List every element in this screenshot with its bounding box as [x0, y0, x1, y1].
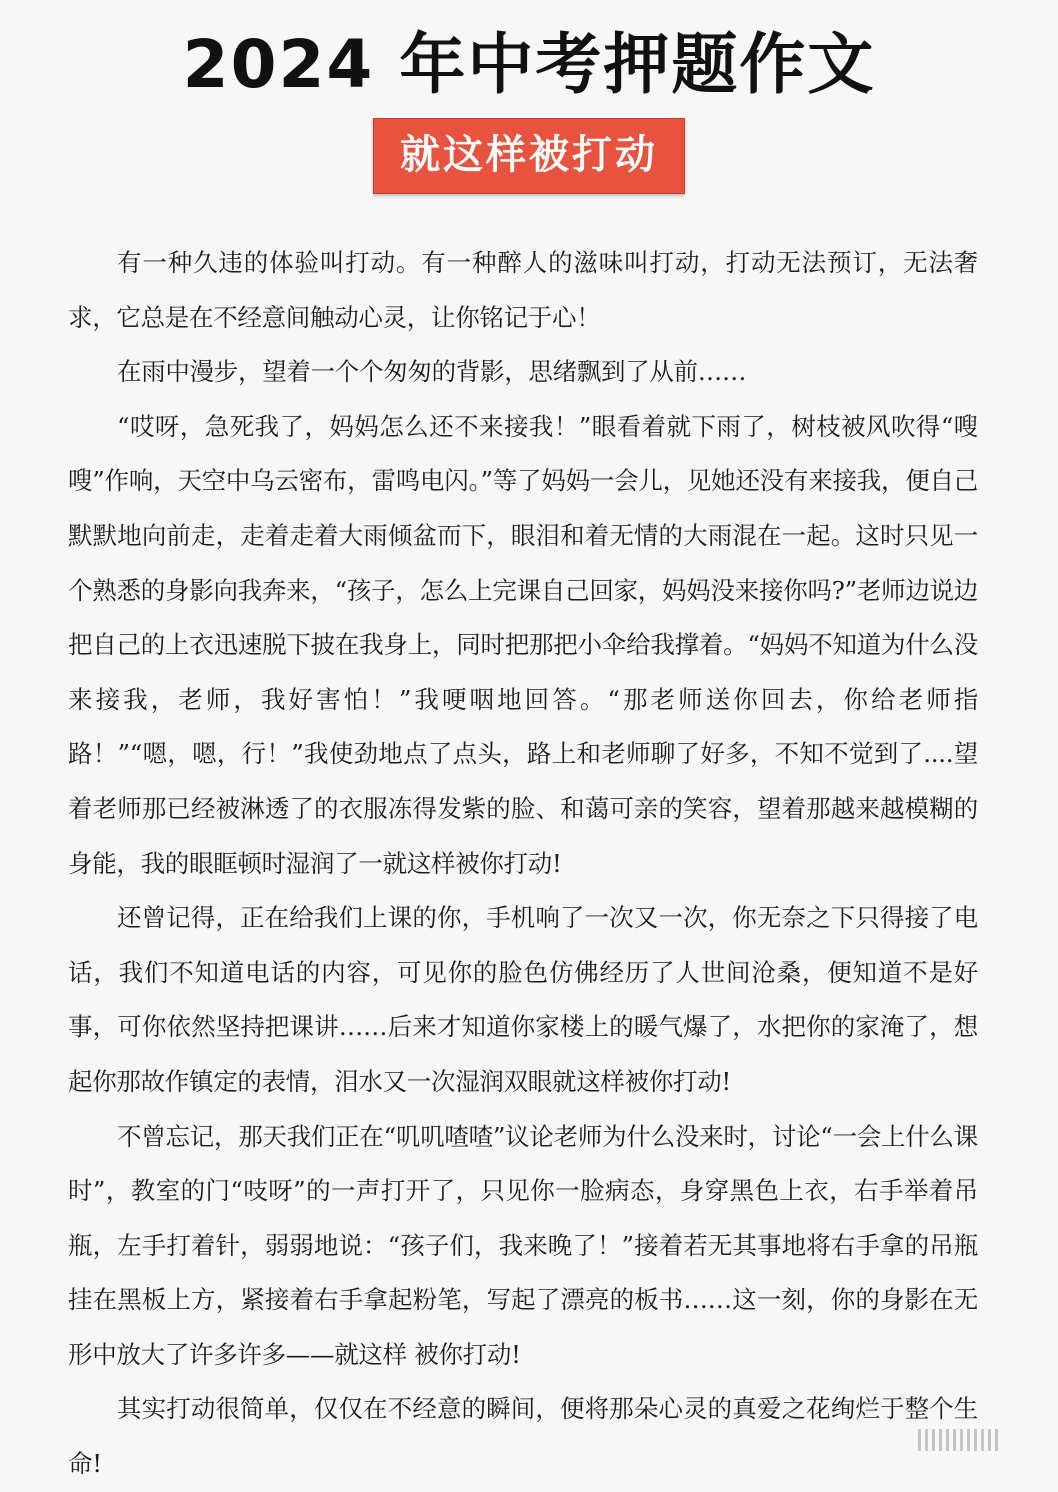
- paragraph-1: 有一种久违的体验叫打动。有一种醉人的滋味叫打动，打动无法预订，无法奢求，它总是在不经意间触动心灵，让你铭记于心！: [68, 248, 978, 332]
- essay-body: [68, 236, 978, 1492]
- paragraph-3: “哎呀，急死我了，妈妈怎么还不来接我！”眼看着就下雨了，树枝被风吹得“嗖嗖”作响，天空中乌云密布，雷鸣电闪。”等了妈妈一会儿，见她还没有来接我，便自己默默地向前走，走着走着大雨倾盆而下，眼泪和着无情的大雨混在一起。这时只见一个熟悉的身影向我奔来，“孩子，怎么上完课自己回家，妈妈没来接你吗?”老师边说边把自己的上衣迅速脱下披在我身上，同时把那把小伞给我撑着。“妈妈不知道为什么没来接我，老师，我好害怕！”我哽咽地回答。“那老师送你回去，你给老师指路！”“嗯，嗯，行！”我使劲地点了点头，路上和老师聊了好多，不知不觉到了....望着老师那已经被淋透了的衣服冻得发紫的脸、和蔼可亲的笑容，望着那越来越模糊的身能，我的眼眶顿时湿润了一就这样被你打动!: [68, 411, 978, 878]
- paragraph-6: 其实打动很简单，仅仅在不经意的瞬间，便将那朵心灵的真爱之花绚烂于整个生命!: [68, 1394, 978, 1479]
- subtitle-container: [0, 118, 1058, 194]
- watermark-bars-icon: [918, 1429, 1018, 1457]
- paragraph-2: 在雨中漫步，望着一个个匆匆的背影，思绪飘到了从前……: [117, 357, 747, 387]
- page-title: 2024 年中考押题作文: [182, 26, 876, 103]
- essay-title-banner: 就这样被打动: [373, 118, 685, 194]
- paragraph-4: 还曾记得，正在给我们上课的你，手机响了一次又一次，你无奈之下只得接了电话，我们不知道电话的内容，可见你的脸色仿佛经历了人世间沧桑，便知道不是好事，可你依然坚持把课讲……后来才知道你家楼上的暖气爆了，水把你的家淹了，想起你那故作镇定的表情，泪水又一次湿润双眼就这样被你打动!: [68, 903, 978, 1096]
- paragraph-5: 不曾忘记，那天我们正在“叽叽喳喳”议论老师为什么没来时，讨论“一会上什么课时”，教室的门“吱呀”的一声打开了，只见你一脸病态，身穿黑色上衣，右手举着吊瓶，左手打着针，弱弱地说：“孩子们，我来晚了！”接着若无其事地将右手拿的吊瓶挂在黑板上方，紧接着右手拿起粉笔，写起了漂亮的板书……这一刻，你的身影在无形中放大了许多许多——就这样 被你打动!: [68, 1121, 978, 1369]
